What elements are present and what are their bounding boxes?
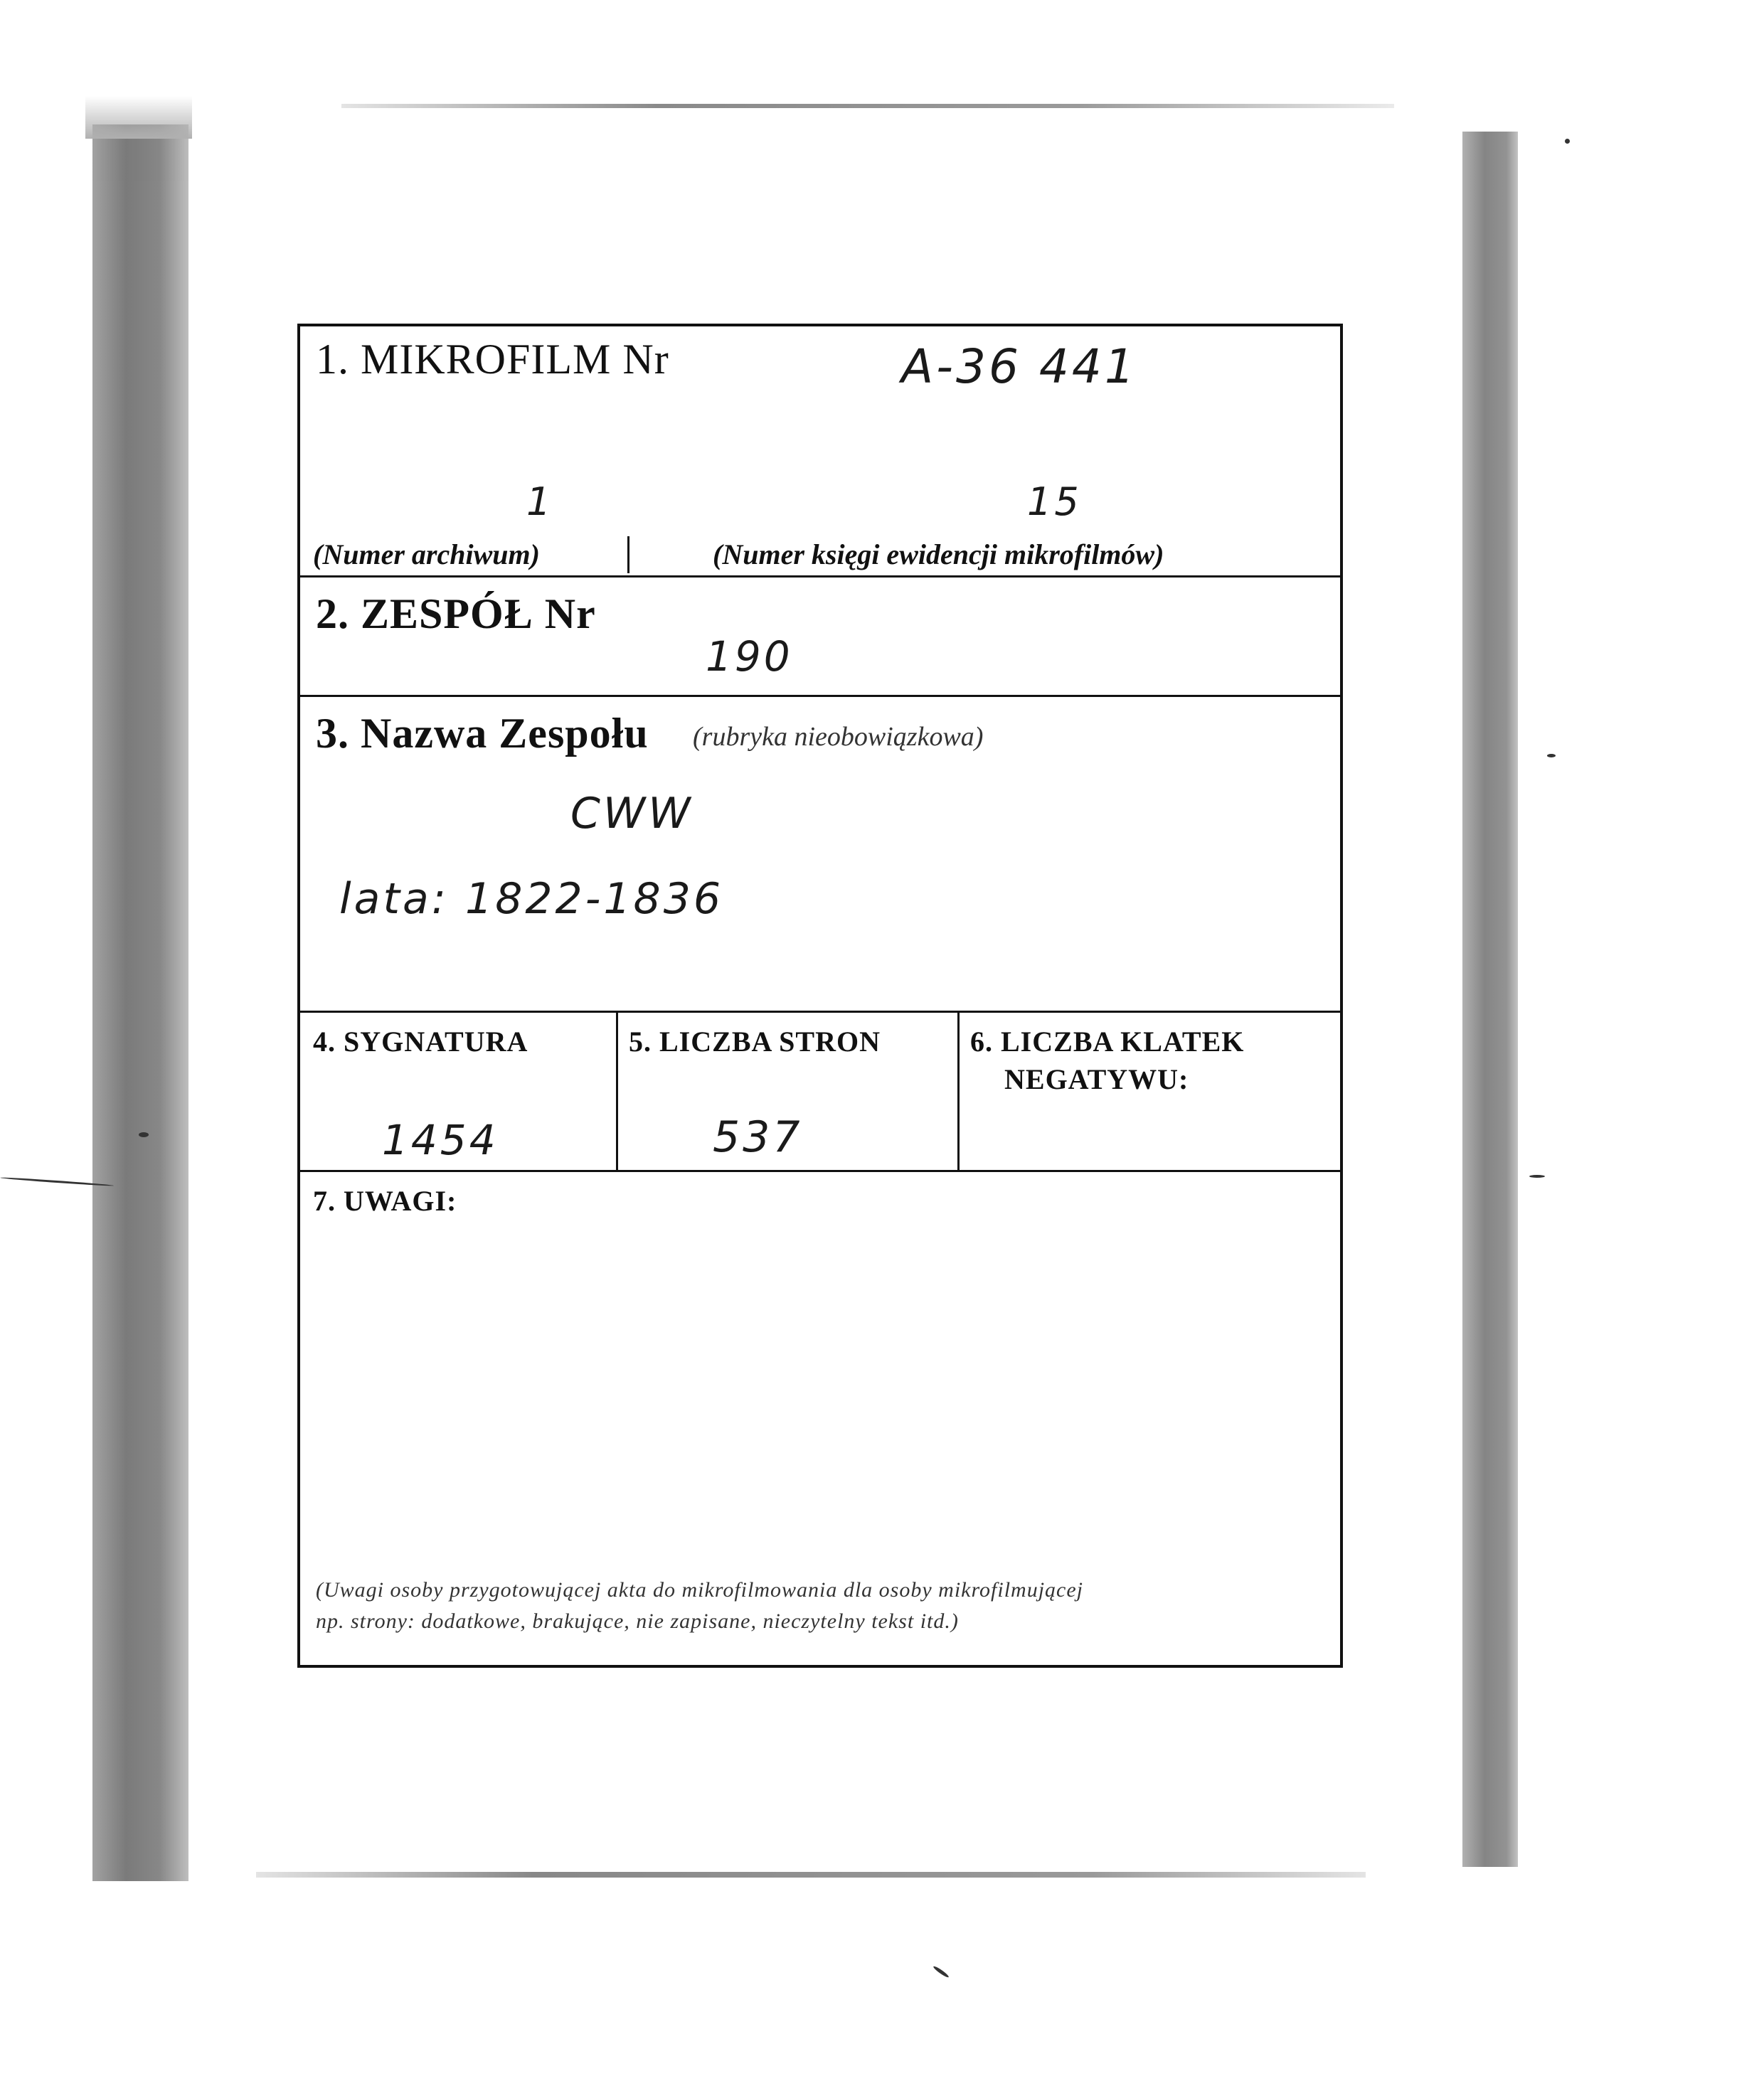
archive-number-value: 1 <box>526 479 554 524</box>
divider <box>300 575 1340 577</box>
signature-number-value: 1454 <box>382 1116 499 1164</box>
page-count-value: 537 <box>713 1112 803 1162</box>
archive-number-caption: (Numer archiwum) <box>313 538 540 570</box>
divider <box>300 695 1340 697</box>
scan-edge-top <box>341 104 1394 108</box>
divider <box>300 1011 1340 1013</box>
remarks-instructions-line2: np. strony: dodatkowe, brakujące, nie zapisane, nieczytelny tekst itd.) <box>316 1609 959 1633</box>
section1-label: 1. MIKROFILM Nr <box>316 336 669 383</box>
section4-label: 4. SYGNATURA <box>313 1026 528 1058</box>
scan-shadow-right <box>1462 132 1518 1867</box>
scan-shadow-left <box>92 124 188 1881</box>
microfilm-card-form <box>297 324 1343 1668</box>
scan-speck <box>1529 1175 1545 1178</box>
section3-optional-note: (rubryka nieobowiązkowa) <box>693 722 984 752</box>
section6-label-line2: NEGATYWU: <box>1004 1063 1189 1095</box>
column-divider <box>957 1011 960 1170</box>
scan-edge-bottom <box>256 1872 1366 1878</box>
scan-speck <box>1547 754 1556 757</box>
section3-label: 3. Nazwa Zespołu <box>316 710 649 757</box>
fonds-number-value: 190 <box>706 632 793 681</box>
scan-speck <box>933 1965 950 1979</box>
scan-speck <box>1565 139 1570 144</box>
section5-label: 5. LICZBA STRON <box>629 1026 881 1058</box>
section2-label: 2. ZESPÓŁ Nr <box>316 590 596 637</box>
fonds-years-value: lata: 1822-1836 <box>339 874 724 924</box>
remarks-instructions <box>316 1575 1326 1637</box>
register-number-value: 15 <box>1027 479 1082 524</box>
scan-speck <box>139 1132 149 1137</box>
remarks-instructions-line1: (Uwagi osoby przygotowującej akta do mikrofilmowania dla osoby mikrofilmującej <box>316 1578 1084 1602</box>
register-number-caption: (Numer księgi ewidencji mikrofilmów) <box>713 538 1164 570</box>
microfilm-number-value: A-36 441 <box>901 339 1137 394</box>
divider <box>300 1170 1340 1172</box>
section7-label: 7. UWAGI: <box>313 1185 457 1217</box>
column-divider <box>616 1011 618 1170</box>
section6-label-line1: 6. LICZBA KLATEK <box>970 1026 1245 1058</box>
fonds-name-value: CWW <box>570 789 694 839</box>
caption-separator <box>627 536 629 573</box>
